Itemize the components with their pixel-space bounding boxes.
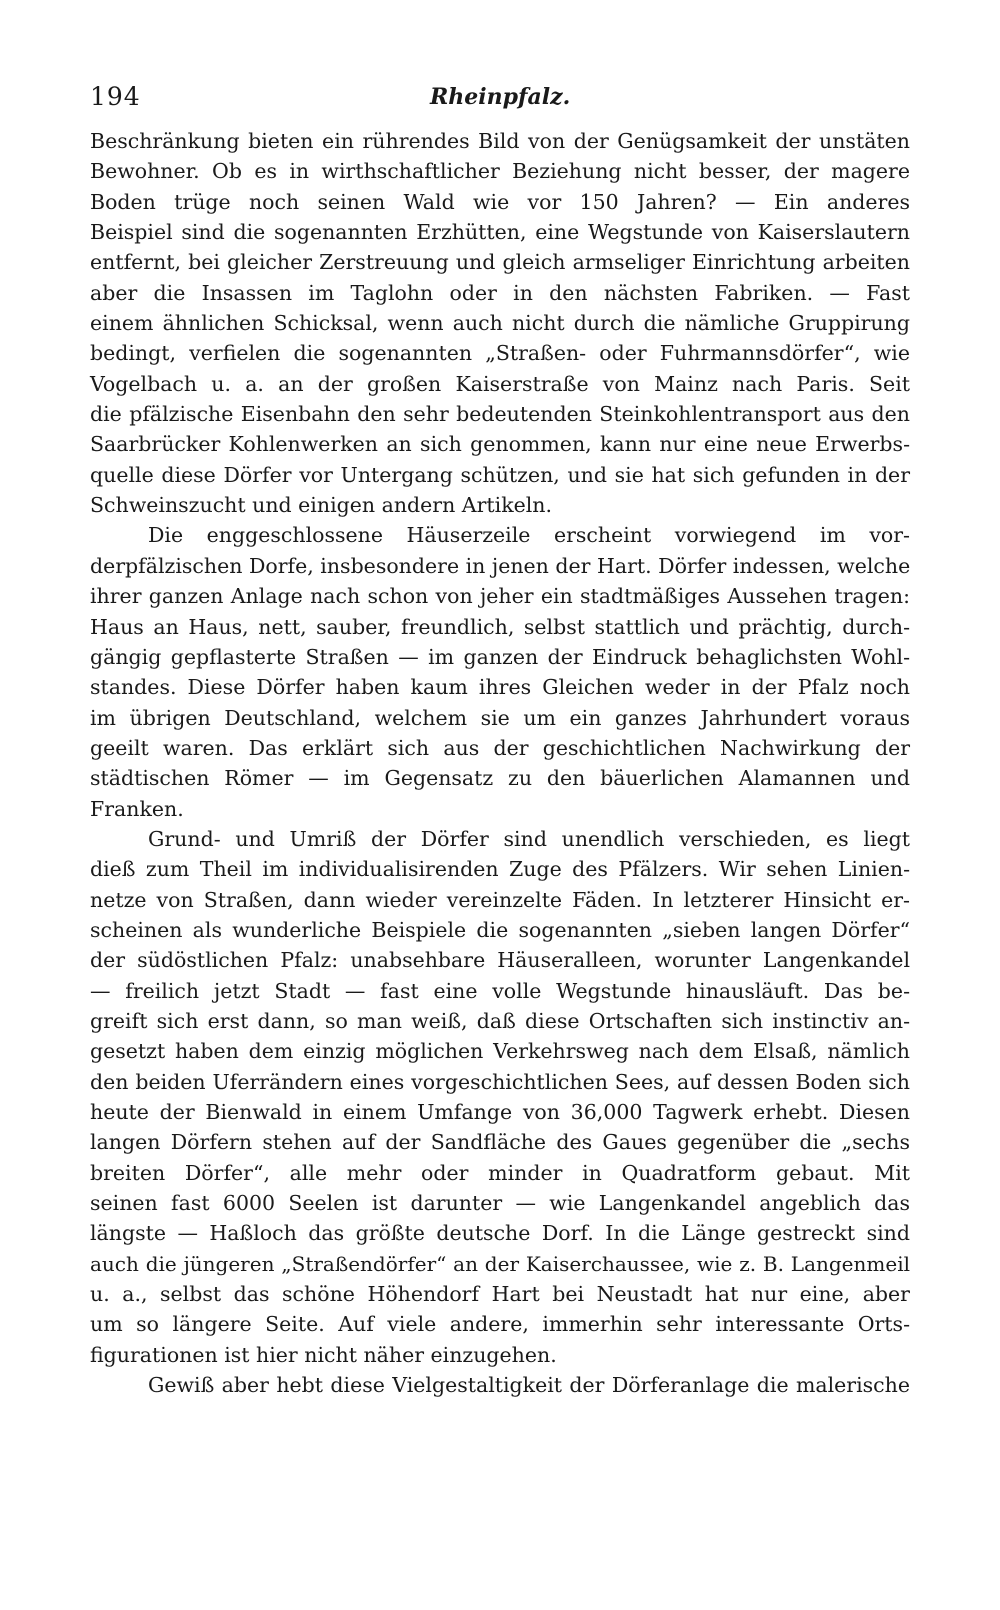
text-line: langen Dörfern stehen auf der Sandfläche des Gaues gegenüber die „sechs — [90, 1130, 910, 1155]
page-header — [90, 82, 910, 122]
text-line: Beispiel sind die sogenannten Erzhütten, eine Wegstunde von Kaiserslautern — [90, 220, 910, 245]
text-line: Boden trüge noch seinen Wald wie vor 150 Jahren? — Ein anderes — [90, 189, 910, 214]
text-line: Haus an Haus, nett, sauber, freundlich, selbst stattlich und prächtig, durch- — [90, 614, 910, 639]
paragraph-start-line: Gewiß aber hebt diese Vielgestaltigkeit der Dörferanlage die malerische — [148, 1373, 910, 1398]
paragraph-start-line: Grund- und Umriß der Dörfer sind unendlich verschieden, es liegt — [148, 826, 910, 851]
text-line: im übrigen Deutschland, welchem sie um ein ganzes Jahrhundert voraus — [90, 705, 910, 730]
text-line: scheinen als wunderliche Beispiele die sogenannten „sieben langen Dörfer“ — [90, 917, 910, 942]
text-line: städtischen Römer — im Gegensatz zu den bäuerlichen Alamannen und — [90, 766, 910, 791]
text-line: den beiden Uferrändern eines vorgeschichtlichen Sees, auf dessen Boden sich — [90, 1069, 910, 1094]
text-line: auch die jüngeren „Straßendörfer“ an der Kaiserchaussee, wie z. B. Langenmeil — [90, 1251, 910, 1276]
text-line: u. a., selbst das schöne Höhendorf Hart bei Neustadt hat nur eine, aber — [90, 1282, 910, 1307]
text-line: gesetzt haben dem einzig möglichen Verkehrsweg nach dem Elsaß, nämlich — [90, 1039, 910, 1064]
text-line: Saarbrücker Kohlenwerken an sich genommen, kann nur eine neue Erwerbs- — [90, 432, 910, 457]
paragraph-start-line: Die enggeschlossene Häuserzeile erscheint vorwiegend im vor- — [148, 523, 910, 548]
text-line: — freilich jetzt Stadt — fast eine volle Wegstunde hinausläuft. Das be- — [90, 978, 910, 1003]
text-line: gängig gepflasterte Straßen — im ganzen der Eindruck behaglichsten Wohl- — [90, 644, 910, 669]
paragraph-end-line: Schweinszucht und einigen andern Artikeln. — [90, 493, 553, 518]
text-line: einem ähnlichen Schicksal, wenn auch nicht durch die nämliche Gruppirung — [90, 311, 910, 336]
body-text — [90, 126, 910, 1400]
text-line: derpfälzischen Dorfe, insbesondere in jenen der Hart. Dörfer indessen, welche — [90, 553, 911, 578]
text-line: Vogelbach u. a. an der großen Kaiserstraße von Mainz nach Paris. Seit — [90, 371, 910, 396]
text-line: greift sich erst dann, so man weiß, daß diese Ortschaften sich instinctiv an- — [90, 1008, 910, 1033]
text-line: seinen fast 6000 Seelen ist darunter — wie Langenkandel angeblich das — [90, 1191, 910, 1216]
text-line: längste — Haßloch das größte deutsche Dorf. In die Länge gestreckt sind — [90, 1221, 910, 1246]
text-line: breiten Dörfer“, alle mehr oder minder in Quadratform gebaut. Mit — [90, 1160, 910, 1185]
text-line: aber die Insassen im Taglohn oder in den nächsten Fabriken. — Fast — [90, 280, 910, 305]
running-head: Rheinpfalz. — [430, 84, 571, 110]
paragraph-end-line: Franken. — [90, 796, 184, 821]
text-line: bedingt, verfielen die sogenannten „Straßen- oder Fuhrmannsdörfer“, wie — [90, 341, 910, 366]
paragraph-end-line: figurationen ist hier nicht näher einzugehen. — [90, 1342, 557, 1367]
text-line: ihrer ganzen Anlage nach schon von jeher ein stadtmäßiges Aussehen tragen: — [90, 584, 910, 609]
text-line: Bewohner. Ob es in wirthschaftlicher Beziehung nicht besser, der magere — [90, 159, 910, 184]
text-line: standes. Diese Dörfer haben kaum ihres Gleichen weder in der Pfalz noch — [90, 675, 910, 700]
text-line: geeilt waren. Das erklärt sich aus der geschichtlichen Nachwirkung der — [90, 735, 910, 760]
text-line: die pfälzische Eisenbahn den sehr bedeutenden Steinkohlentransport aus den — [90, 402, 910, 427]
text-line: quelle diese Dörfer vor Untergang schützen, und sie hat sich gefunden in der — [90, 462, 910, 487]
text-line: netze von Straßen, dann wieder vereinzelte Fäden. In letzterer Hinsicht er- — [90, 887, 910, 912]
text-line: Beschränkung bieten ein rührendes Bild von der Genügsamkeit der unstäten — [90, 129, 910, 153]
text-line: der südöstlichen Pfalz: unabsehbare Häuseralleen, worunter Langenkandel — [90, 948, 910, 973]
text-line: dieß zum Theil im individualisirenden Zuge des Pfälzers. Wir sehen Linien- — [90, 857, 910, 882]
page-number: 194 — [90, 82, 141, 111]
text-line: heute der Bienwald in einem Umfange von 36,000 Tagwerk erhebt. Diesen — [90, 1100, 910, 1124]
text-line: um so längere Seite. Auf viele andere, immerhin sehr interessante Orts- — [90, 1312, 910, 1337]
text-line: entfernt, bei gleicher Zerstreuung und gleich armseliger Einrichtung arbeiten — [90, 250, 910, 275]
